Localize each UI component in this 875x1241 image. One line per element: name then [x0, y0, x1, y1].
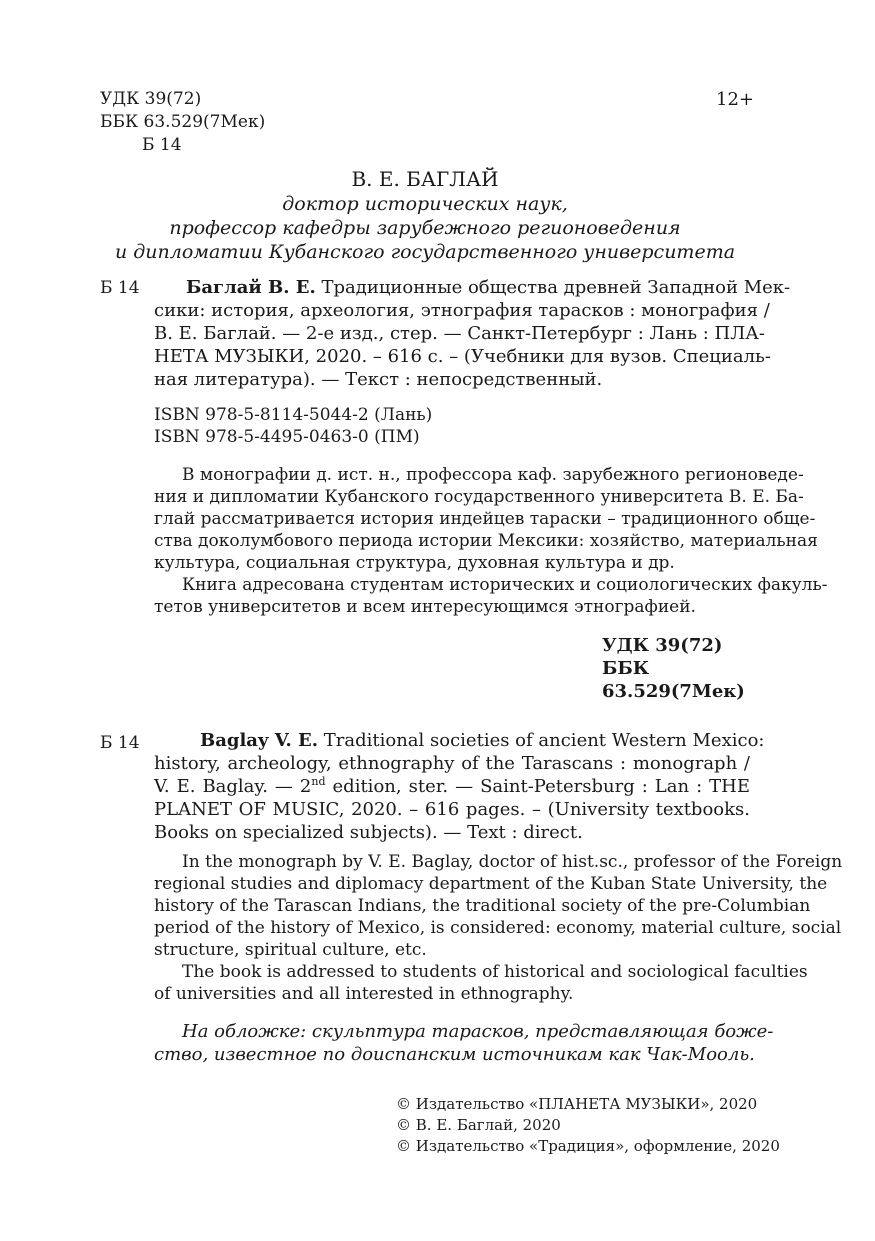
copyright-block	[396, 1094, 780, 1157]
cover-note	[154, 1020, 774, 1066]
en-abstract	[154, 851, 843, 1005]
isbn-pm: ISBN 978-5-4495-0463-0 (ПМ)	[154, 427, 420, 447]
udk-bold: УДК 39(72)	[602, 635, 723, 656]
en-bibliographic-record	[154, 729, 765, 844]
en-record-code: Б 14	[100, 733, 140, 753]
bbk-code: ББК 63.529(7Мек)	[100, 112, 266, 132]
ru-abstract	[154, 464, 828, 618]
en-record-line-3	[154, 775, 750, 798]
en-abstract-line: structure, spiritual culture, etc.	[154, 940, 427, 960]
copyright-publisher: © Издательство «ПЛАНЕТА МУЗЫКИ», 2020	[396, 1095, 758, 1113]
en-record-author: Baglay V. E.	[200, 730, 319, 751]
author-sign: Б 14	[142, 135, 182, 155]
en-record-edition-sup: nd	[311, 775, 326, 788]
ru-record-line-4: НЕТА МУЗЫКИ, 2020. – 616 с. – (Учебники для вузов. Специаль-	[154, 346, 771, 367]
ru-abstract-line: культура, социальная структура, духовная культура и др.	[154, 553, 675, 573]
ru-record-line-3: В. Е. Баглай. — 2-е изд., стер. — Санкт-Петербург : Лань : ПЛА-	[154, 323, 765, 344]
bbk-code-bold: 63.529(7Мек)	[602, 681, 745, 702]
en-abstract-line: history of the Tarascan Indians, the traditional society of the pre-Columbian	[154, 896, 811, 916]
isbn-lan: ISBN 978-5-8114-5044-2 (Лань)	[154, 405, 433, 425]
en-record-publisher: edition, ster. — Saint-Petersburg : Lan : THE	[325, 776, 750, 797]
ru-record-line-2: сики: история, археология, этнография тарасков : монография /	[154, 300, 770, 321]
author-position: профессор кафедры зарубежного регионоведения	[169, 217, 681, 239]
ru-record-line-5: ная литература). — Текст : непосредственный.	[154, 369, 603, 390]
ru-record-title-start: Традиционные общества древней Западной Мек-	[321, 277, 791, 298]
bbk-bold: ББК	[602, 658, 650, 679]
ru-abstract-line: ния и дипломатии Кубанского государственного университета В. Е. Ба-	[154, 487, 804, 507]
copyright-design: © Издательство «Традиция», оформление, 2020	[396, 1137, 780, 1155]
copyright-author: © В. Е. Баглай, 2020	[396, 1116, 561, 1134]
author-block	[100, 166, 750, 264]
ru-record-line-1	[154, 276, 791, 299]
en-abstract-line: period of the history of Mexico, is considered: economy, material culture, social	[154, 918, 842, 938]
ru-abstract-line: В монографии д. ист. н., профессора каф. зарубежного регионоведе-	[182, 465, 804, 485]
ru-record-author: Баглай В. Е.	[186, 277, 316, 298]
ru-abstract-line: ства доколумбового периода истории Мексики: хозяйство, материальная	[154, 531, 818, 551]
en-record-line-4: PLANET OF MUSIC, 2020. – 616 pages. – (University textbooks.	[154, 799, 750, 820]
author-name: В. Е. БАГЛАЙ	[351, 167, 499, 191]
classification-block	[602, 634, 745, 703]
isbn-list	[154, 404, 432, 448]
ru-abstract-line: Книга адресована студентам исторических и социологических факуль-	[182, 575, 828, 595]
en-abstract-line: of universities and all interested in ethnography.	[154, 984, 574, 1004]
ru-record-code: Б 14	[100, 278, 140, 298]
author-degree: доктор исторических наук,	[282, 193, 568, 215]
en-abstract-line: The book is addressed to students of historical and sociological faculties	[182, 962, 808, 982]
ru-bibliographic-record	[154, 276, 791, 391]
ru-abstract-line: тетов университетов и всем интересующимся этнографией.	[154, 597, 696, 617]
en-record-line-2: history, archeology, ethnography of the Tarascans : monograph /	[154, 753, 750, 774]
en-record-line-5: Books on specialized subjects). — Text : direct.	[154, 822, 583, 843]
en-record-edition: V. E. Baglay. — 2	[154, 776, 312, 797]
en-record-title-start: Traditional societies of ancient Western Mexico:	[323, 730, 765, 751]
en-abstract-line: In the monograph by V. E. Baglay, doctor of hist.sc., professor of the Foreign	[182, 852, 843, 872]
cover-note-line: На обложке: скульптура тарасков, представляющая боже-	[182, 1021, 774, 1042]
author-university: и дипломатии Кубанского государственного университета	[114, 241, 736, 263]
ru-abstract-line: глай рассматривается история индейцев тараски – традиционного обще-	[154, 509, 816, 529]
en-record-line-1	[154, 729, 765, 752]
en-abstract-line: regional studies and diplomacy department of the Kuban State University, the	[154, 874, 828, 894]
age-rating: 12+	[716, 89, 754, 110]
cover-note-line: ство, известное по доиспанским источникам как Чак-Мооль.	[154, 1044, 755, 1065]
udk-code: УДК 39(72)	[100, 89, 202, 109]
